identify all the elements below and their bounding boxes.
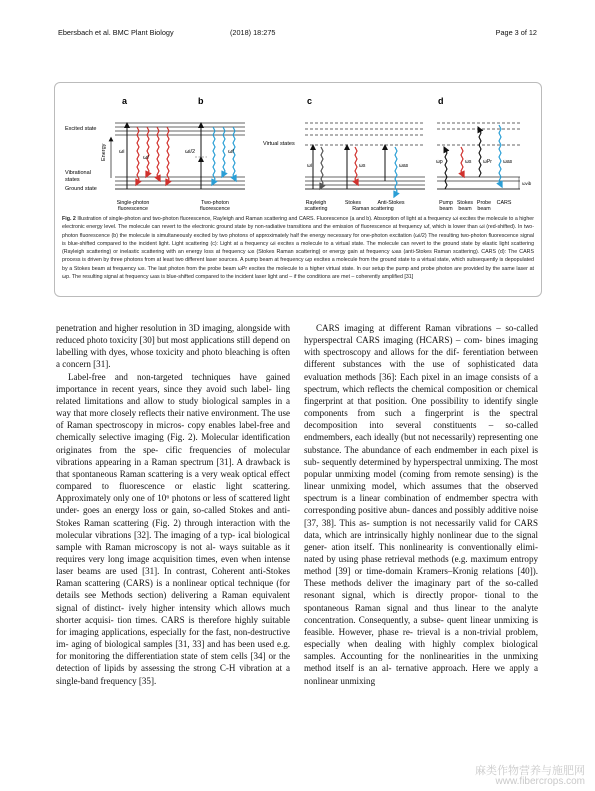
- label-pump-beam-2: beam: [439, 206, 453, 212]
- text-line: environment. The use of Raman spectroscopy in micros-: [56, 408, 290, 431]
- figure-caption: [62, 215, 534, 281]
- states-label: states: [65, 177, 80, 183]
- stokes-scatter-arrow: [355, 147, 357, 183]
- caption-line: elastic light scattering (Rayleigh scattering) or inelastic scattering with an energy loss at frequency ωs (Stokes Raman scattering) or energy gain at frequency ωas: [62, 240, 535, 256]
- body-column-left: [56, 322, 290, 687]
- label-rayleigh-2: scattering: [304, 206, 328, 212]
- label-cars: CARS: [496, 200, 512, 206]
- omega-s-label-c: ωs: [359, 163, 366, 169]
- text-line: quent linear unmixing is feasible. However, phase re-: [304, 614, 538, 637]
- omega-i-label-a: ωi: [119, 149, 125, 155]
- omega-s-label-d: ωs: [465, 159, 472, 165]
- label-stokes-beam-2: beam: [458, 206, 472, 212]
- scattering-virtual-levels: [305, 123, 425, 145]
- caption-line: the emission of fluorescence at frequency ωf, which is lower than ωi (red-shifted). In two-photon fluorescence (b) the molecule is simultaneously excited by: [62, 224, 535, 239]
- text-line: sensing) is the linear unmixing model, which assumes: [304, 468, 538, 492]
- probe-beam-arrow: [479, 129, 481, 177]
- omega-p-label-d: ωp: [436, 159, 443, 165]
- text-line: cific frequencies of molecular vibrations appearing in a: [56, 444, 290, 467]
- cars-ground-levels: [437, 177, 520, 189]
- caption-line: excites a molecule from the ground state to a virtual state, which subsequently is depopulated by a Stokes beam at frequency ωs. The last photon from the: [62, 257, 535, 272]
- omega-vib-label: ωvib: [522, 181, 532, 186]
- panel-d-label: d: [438, 96, 444, 106]
- text-line: sumption is not necessarily valid for CARS data, which: [304, 517, 538, 540]
- watermark-url: www.fibercrops.com: [495, 776, 585, 787]
- ground-state-label: Ground state: [65, 186, 97, 192]
- label-pump-beam: Pump: [439, 200, 453, 206]
- omega-as-label-c: ωas: [399, 163, 409, 169]
- caption-line: (anti-Stokes Raman scattering). CARS (d): The CARS process is driven by three photons from at least two different laser sources. A pump beam at frequency ωp: [62, 249, 535, 264]
- label-rayleigh: Rayleigh: [305, 200, 327, 206]
- caption-line: two photons of approximately half the energy necessary for one-photon excitation (ωi/2) The resulting two-photon fluorescence signal is blue-shifted: [62, 232, 534, 247]
- label-antistokes: Anti-Stokes: [377, 200, 405, 206]
- text-line: ways suitable as it requires very long image acquisition: [56, 541, 290, 564]
- text-line: bleaching is often a concern [31].: [56, 347, 290, 370]
- excited-state-label: Excited state: [65, 126, 97, 132]
- text-line: e.g. for monitoring the differentiation state of stem cells: [56, 639, 290, 662]
- text-line: contrast, Coherent anti-Stokes Raman scattering (CARS): [56, 566, 291, 589]
- omega-pr-label-d: ωPr: [483, 159, 492, 165]
- label-stokes: Stokes: [344, 200, 362, 206]
- body-column-right: [304, 322, 538, 687]
- text-line: entropy method [39] or time-domain Kramers–Kronig: [304, 553, 538, 577]
- text-line: copy enables label-free and chemically selective imaging: [56, 420, 290, 443]
- text-line: Raman scattering is a very weak optical effect compared: [56, 468, 290, 492]
- panel-a-label: a: [122, 96, 128, 106]
- paragraph: [56, 371, 290, 687]
- text-line: with reduced photo toxicity [30] but most applications still: [56, 323, 291, 346]
- text-line: sequently determined by hyperspectral unmixing. The: [322, 456, 518, 467]
- cars-signal-arrow: [499, 125, 501, 185]
- text-line: ferentiation between different substances with the use of: [304, 347, 538, 370]
- text-line: nated by using phase retrieval methods (e.g. maximum: [304, 553, 508, 564]
- text-line: position. One possibility to identify single components: [304, 395, 538, 419]
- text-line: [34] or the detection of lipids by assessing the strong: [56, 651, 290, 674]
- text-line: only one of 10⁶ photons or less of scattered light under-: [56, 493, 290, 516]
- watermark-chinese: 麻类作物营养与施肥网: [475, 765, 585, 777]
- caption-line: probe beam ωPr excites the molecule to a higher virtual state. In our setup the pump and probe photon are provided by the same laser at ωp. The resulting: [62, 265, 534, 281]
- text-line: applications, especially for the fast, non-destructive im-: [56, 626, 291, 650]
- omega-as-label-d: ωas: [503, 159, 513, 165]
- cars-virtual-levels: [437, 123, 520, 145]
- text-line: with the molecular vibrations [32]. The imaging of a typ-: [56, 517, 290, 540]
- text-line: The abundance of each endmember in each pixel is sub-: [304, 444, 538, 467]
- fluorescence-levels: [115, 123, 245, 189]
- text-line: ling related limitations and allow to study biological: [56, 383, 290, 406]
- label-probe-beam: Probe: [476, 200, 492, 206]
- text-line: (Fig. 2). Molecular identification originates from the spe-: [56, 432, 291, 455]
- antistokes-scatter-arrow: [395, 147, 397, 195]
- omega-i-half-label: ωi/2: [185, 149, 196, 155]
- text-line: chemical composition or chemical fingerprint at that: [304, 383, 538, 406]
- text-line: bines imaging with spectroscopy and allows for the dif-: [304, 335, 538, 358]
- text-line: that the observed spectrum is a linear combination of: [304, 481, 538, 504]
- fluorescence-arrow-a2: [147, 127, 149, 175]
- text-line: relations [40]). These methods deliver the imaginary part: [304, 566, 538, 589]
- text-line: so-called hyperspectral CARS imaging (HCARS) – com-: [304, 323, 538, 346]
- stokes-beam-arrow: [461, 147, 463, 175]
- text-line: of the so-called resonant signal, which is directly propor-: [304, 578, 539, 601]
- label-two-photon: Two-photon: [201, 200, 229, 206]
- text-line: section) delivering a Raman equivalent signal of distinct-: [56, 590, 291, 613]
- label-stokes-beam: Stokes: [456, 200, 474, 206]
- text-line: C-H vibration at a single-band frequency [35].: [56, 663, 291, 686]
- panel-c-label: c: [307, 96, 313, 106]
- text-line: Label-free and non-targeted techniques have gained: [68, 371, 290, 382]
- text-line: samples in a way that more closely reflects their native: [56, 395, 290, 419]
- text-line: times, even when intense laser beams are used [31]. In: [56, 553, 290, 577]
- omega-f-label-b: ωf: [228, 149, 234, 155]
- caption-line: Illustration of single-photon and two-photon fluorescence, Rayleigh and Raman scattering and CARS. Fluorescence (a and b). Absorption of light at a: [77, 216, 427, 222]
- text-line: importance in recent years, since they avoid such label-: [56, 383, 272, 394]
- paragraph: [56, 322, 290, 371]
- label-raman-scattering: Raman scattering: [352, 206, 394, 212]
- text-line: ternative approach. Here we apply a nonlinear unmixing: [304, 663, 539, 686]
- text-line: ively higher intensity which allows much shorter acquisi-: [56, 602, 290, 625]
- omega-f-label-a: ωf: [143, 155, 149, 161]
- text-line: tion times. CARS is therefore highly suitable for imaging: [56, 614, 290, 637]
- caption-line: compared to the incident light. Light scattering (c): Light at a frequency ωi excites a molecule to a virtual state. The molecule can revert to the ground state by: [97, 240, 481, 247]
- text-line: dances and possibly additive noise [37, 38]. This as-: [304, 505, 539, 528]
- text-line: most popular unmixing model (coming from remote: [304, 456, 539, 479]
- virtual-states-label: Virtual states: [263, 141, 295, 147]
- running-header-page: Page 3 of 12: [495, 28, 537, 37]
- text-line: ation itself. This nonlinearity is conventionally elimi-: [331, 541, 538, 552]
- text-line: into several constituents – so-called endmembers, each: [304, 420, 538, 443]
- caption-line: frequency ωi excites the molecule to a higher electronic energy level. The molecule can revert to the electronic ground state by non-radiative transitions and: [62, 216, 534, 231]
- text-line: CARS imaging at different Raman vibrations –: [316, 323, 501, 333]
- label-single-photon: Single-photon: [116, 200, 150, 206]
- paragraph: [304, 322, 538, 687]
- running-header-journal: Ebersbach et al. BMC Plant Biology: [58, 28, 174, 37]
- text-line: sophisticated data evaluation methods [36]: Each pixel in: [304, 359, 538, 382]
- figure-label: Fig. 2: [62, 216, 76, 222]
- text-line: from such a fingerprint is the spectral decomposition: [304, 408, 538, 431]
- text-line: penetration and higher resolution in 3D imaging, alongside: [56, 323, 272, 333]
- text-line: an image consists of a spectrum, which reflects the: [304, 371, 538, 394]
- text-line: are intrinsically highly nonlinear due to the signal gener-: [304, 529, 539, 552]
- text-line: anti-Stokes Raman scattering (Fig. 2) through interaction: [56, 505, 290, 528]
- text-line: aging of biological samples [31, 33] and has been used: [71, 639, 275, 650]
- panel-b-label: b: [198, 96, 204, 106]
- energy-axis-label: Energy: [101, 143, 107, 161]
- text-line: to the analyte concentration. Consequently, a subse-: [304, 602, 538, 625]
- label-probe-beam-2: beam: [477, 206, 491, 212]
- text-line: tional to the spontaneous Raman signal and thus linear: [304, 590, 539, 613]
- label-single-photon-2: fluorescence: [117, 206, 149, 212]
- text-line: ideally (but not necessarily) representing one substance.: [304, 432, 538, 455]
- text-line: is a nonlinear optical technique (for details see Methods: [56, 578, 290, 601]
- text-line: with highly complex biological samples. Accounting for: [304, 639, 538, 662]
- vibrational-label: Vibrational: [65, 170, 91, 176]
- text-line: ical biological sample with Raman microscopy is not al-: [56, 529, 290, 552]
- text-line: the nonlinearities in the unmixing method itself is an al-: [304, 651, 538, 674]
- text-line: endmember spectra with corresponding positive abun-: [304, 493, 538, 516]
- text-line: to fluorescence or elastic light scattering. Approximately: [56, 481, 290, 504]
- text-line: trieval is a non-trivial problem, especially when dealing: [304, 626, 538, 650]
- text-line: Raman spectrum [31]. A drawback is that spontaneous: [56, 456, 290, 479]
- fluorescence-arrow-b2: [223, 127, 225, 175]
- text-line: goes an energy loss or gain, so-called Stokes and: [82, 505, 270, 516]
- running-header-citation: (2018) 18:275: [230, 28, 276, 37]
- pump-beam-arrow: [445, 149, 447, 189]
- label-two-photon-2: fluorescence: [199, 206, 231, 212]
- caption-line: signal at frequency ωas is blue-shifted compared to the incident laser light and – if the conditions are met – coherently amplified [31]: [104, 274, 414, 281]
- omega-i-label-c1: ωi: [307, 163, 313, 169]
- text-line: depend on labelling with dyes, whose toxicity and photo: [56, 335, 291, 358]
